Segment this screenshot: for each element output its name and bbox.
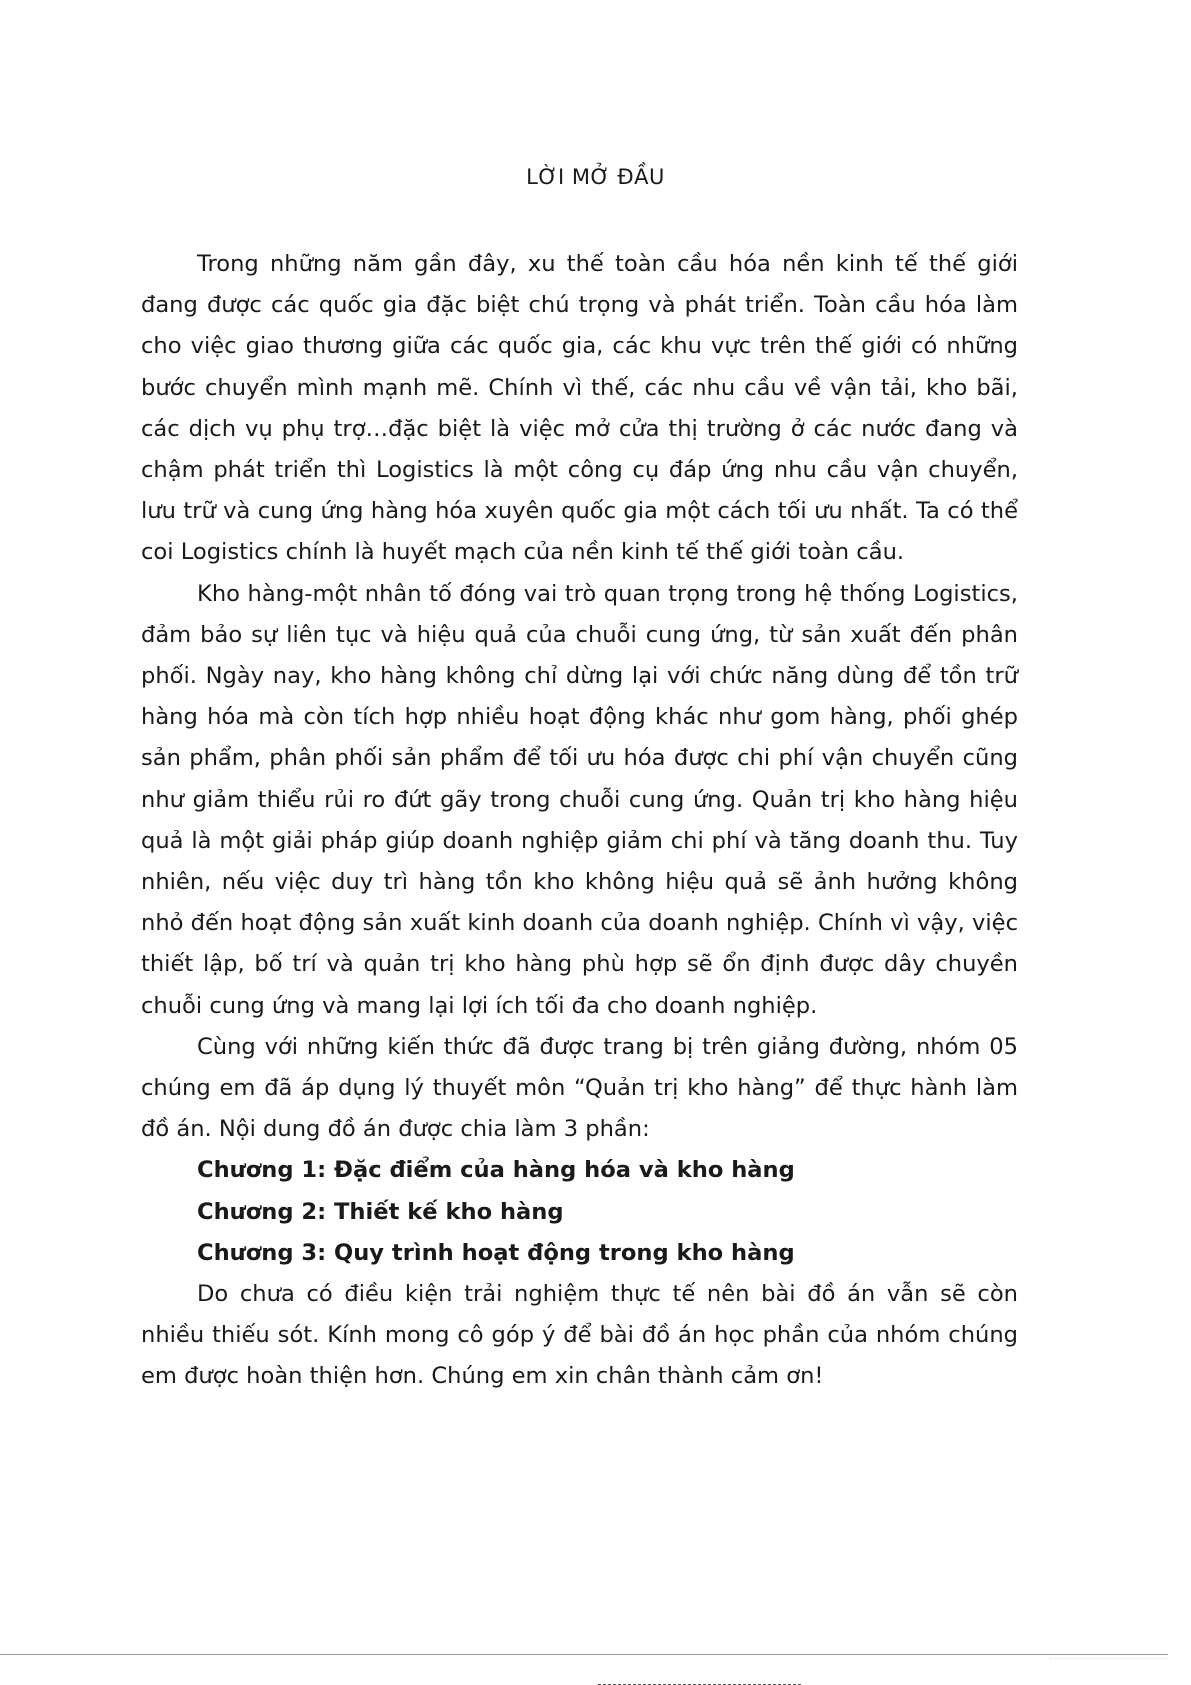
paragraph-project-outline: Cùng với những kiến thức đã được trang bị trên giảng đường, nhóm 05 chúng em đã áp dụng lý thuyết môn “Quản trị kho hàng” để thực hành làm đồ án. Nội dung đồ án được chia làm 3 phần:: [141, 1033, 1018, 1143]
chapter-heading-3: Chương 3: Quy trình hoạt động trong kho hàng: [197, 1239, 795, 1266]
page-title: LỜI MỞ ĐẦU: [526, 165, 665, 189]
paragraph-warehouse-role: Kho hàng-một nhân tố đóng vai trò quan trọng trong hệ thống Logistics, đảm bảo sự liên tục và hiệu quả của chuỗi cung ứng, từ sản xuất đến phân phối. Ngày nay, kho hàng không chỉ dừng lại với chức năng dùng để tồn trữ hàng hóa mà còn tích hợp nhiều hoạt động khác như gom hàng, phối ghép sản phẩm, phân phối sản phẩm để tối ưu hóa được chi phí vận chuyển cũng như giảm thiểu rủi ro đứt gãy trong chuỗi cung ứng. Quản trị kho hàng hiệu quả là một giải pháp giúp doanh nghiệp giảm chi phí và tăng doanh thu. Tuy nhiên, nếu việc duy trì hàng tồn kho không hiệu quả sẽ ảnh hưởng không nhỏ đến hoạt động sản xuất kinh doanh của doanh nghiệp. Chính vì vậy, việc thiết lập, bố trí và quản trị kho hàng phù hợp sẽ ổn định được dây chuyền chuỗi cung ứng và mang lại lợi ích tối đa cho doanh nghiệp.: [141, 580, 1018, 1019]
chapter-heading-2: Chương 2: Thiết kế kho hàng: [197, 1198, 564, 1225]
footer-faint-mark: [1050, 1658, 1168, 1659]
body-text: [141, 244, 1018, 1398]
footer-divider: [0, 1654, 1168, 1655]
chapter-heading-1: Chương 1: Đặc điểm của hàng hóa và kho hàng: [197, 1157, 795, 1184]
paragraph-closing: Do chưa có điều kiện trải nghiệm thực tế nên bài đồ án vẫn sẽ còn nhiều thiếu sót. Kính mong cô góp ý để bài đồ án học phần của nhóm chúng em được hoàn thiện hơn. Chúng em xin chân thành cảm ơn!: [141, 1281, 1018, 1390]
paragraph-intro-globalization: Trong những năm gần đây, xu thế toàn cầu hóa nền kinh tế thế giới đang được các quốc gia đặc biệt chú trọng và phát triển. Toàn cầu hóa làm cho việc giao thương giữa các quốc gia, các khu vực trên thế giới có những bước chuyển mình mạnh mẽ. Chính vì thế, các nhu cầu về vận tải, kho bãi, các dịch vụ phụ trợ…đặc biệt là việc mở cửa thị trường ở các nước đang và chậm phát triển thì Logistics là một công cụ đáp ứng nhu cầu vận chuyển, lưu trữ và cung ứng hàng hóa xuyên quốc gia một cách tối ưu nhất. Ta có thể coi Logistics chính là huyết mạch của nền kinh tế thế giới toàn cầu.: [141, 251, 1018, 566]
